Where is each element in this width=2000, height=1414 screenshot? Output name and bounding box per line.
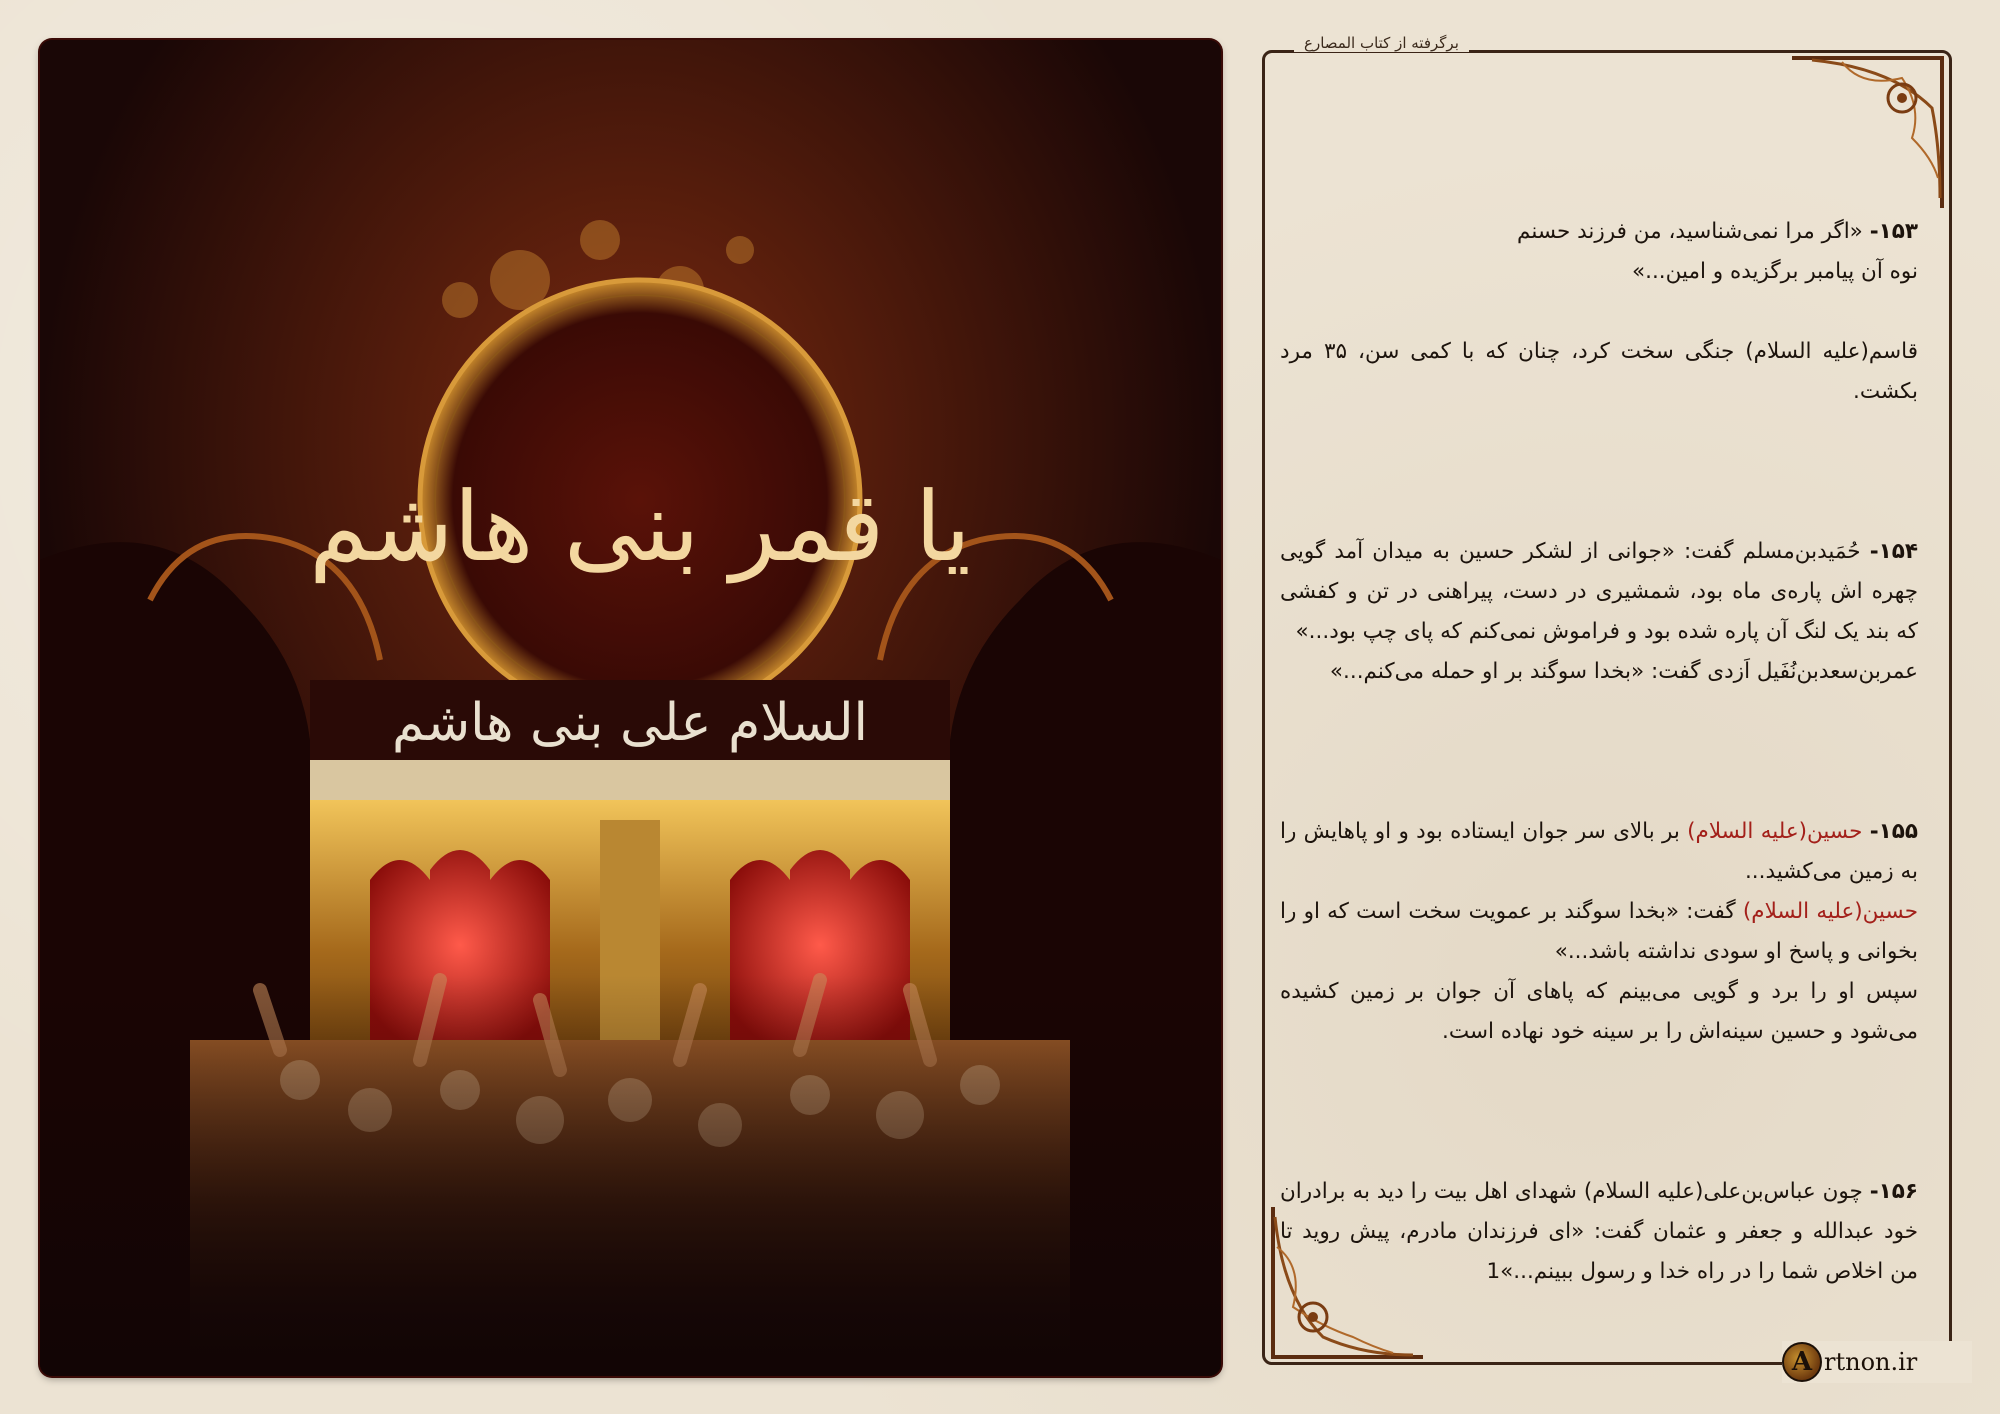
passage-number: ۱۵۵-: [1869, 819, 1918, 844]
passage-155-line2: [1280, 892, 1918, 972]
shrine-photo: [40, 40, 1221, 1376]
passage-text: بر بالای سر جوان ایستاده بود و او پاهایش را به زمین می‌کشید...: [1280, 819, 1918, 884]
shrine-illustration: [40, 40, 1221, 1376]
passage-text: چون عباس‌بن‌علی(علیه السلام) شهدای اهل بیت را دید به برادران خود عبدالله و جعفر و عثمان گفت: «ای فرزندان مادرم، پیش روید تا من اخلاص شما را در راه خدا و رسول ببینم...»1: [1280, 1179, 1918, 1284]
passage-153-line1: [1280, 212, 1918, 252]
logo-text: rtnon.ir: [1824, 1348, 1918, 1376]
passage-number: ۱۵۳-: [1869, 219, 1918, 244]
logo-badge-icon: A: [1782, 1342, 1822, 1382]
highlighted-name: حسین(علیه السلام): [1687, 819, 1863, 844]
passage-text: گفت: «بخدا سوگند بر عمویت سخت است که او را بخوانی و پاسخ او سودی نداشته باشد...»: [1280, 899, 1918, 964]
ornament-corner-top-right: [1782, 48, 1952, 218]
passage-text: حُمَیدبن‌مسلم گفت: «جوانی از لشکر حسین به میدان آمد گویی چهره اش پاره‌ی ماه بود، شمشیری در دست، پیراهنی در تن و کفشی که بند یک لنگ آن پاره شده بود و فراموش نمی‌کنم که پای چپ بود...»: [1280, 539, 1918, 644]
passage-number: ۱۵۶-: [1869, 1179, 1918, 1204]
passage-154-line2: عمربن‌سعدبن‌نُفَیل اَزدی گفت: «بخدا سوگند بر او حمله می‌کنم...»: [1329, 659, 1918, 684]
passage-154: [1280, 532, 1918, 652]
source-note: برگرفته از کتاب المصارع: [1294, 34, 1469, 52]
passage-153-line3: قاسم(علیه السلام) جنگی سخت کرد، چنان که با کمی سن، ۳۵ مرد بکشت.: [1280, 339, 1918, 404]
passage-155: [1280, 812, 1918, 892]
passage-153-line2: نوه آن پیامبر برگزیده و امین...»: [1631, 259, 1918, 284]
passage-156: [1280, 1172, 1918, 1292]
passage-number: ۱۵۴-: [1869, 539, 1918, 564]
passage-text: «اگر مرا نمی‌شناسید، من فرزند حسنم: [1517, 219, 1863, 244]
passages: [1280, 212, 1918, 1292]
banner-text: السلام علی بنی هاشم: [391, 693, 869, 753]
artnon-logo: [1782, 1341, 1972, 1383]
highlighted-name: حسین(علیه السلام): [1742, 899, 1918, 924]
passage-155-line3: سپس او را برد و گویی می‌بینم که پاهای آن جوان بر زمین کشیده می‌شود و حسین سینه‌اش را بر سینه خود نهاده است.: [1280, 979, 1918, 1044]
calligraphy-text: یا قمر بنی هاشم: [309, 471, 971, 583]
